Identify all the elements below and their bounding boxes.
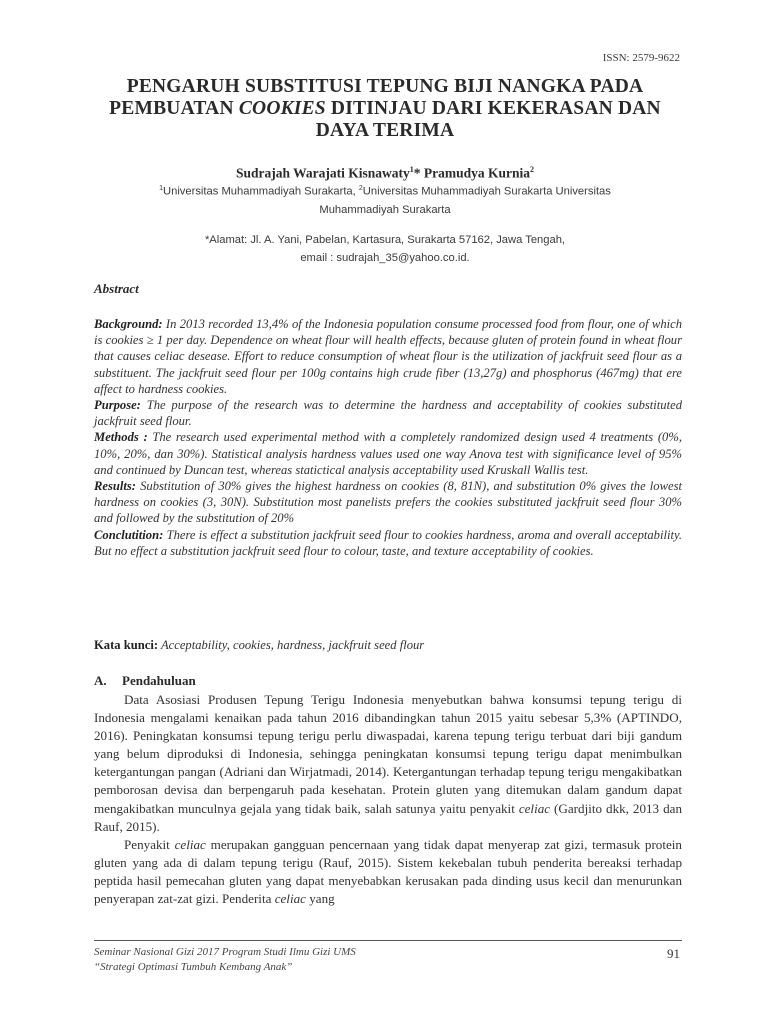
methods-label: Methods : — [94, 430, 148, 445]
results-text: Substitution of 30% gives the highest hardness on cookies (8, 81N), and substitution 0% gives the lowest hardness on cookies (3, 30N). Substitution most panelists prefers the cookies substituted jackfruit seed flour 30% and followed by the substitution of 20% — [94, 479, 682, 526]
keywords-text: Acceptability, cookies, hardness, jackfruit seed flour — [158, 638, 425, 652]
footer-conference — [94, 945, 356, 975]
abstract-results — [94, 478, 682, 527]
abstract-methods — [94, 429, 682, 478]
abstract-body — [94, 316, 682, 559]
address-line: *Alamat: Jl. A. Yani, Pabelan, Kartasura, Surakarta 57162, Jawa Tengah, — [204, 234, 566, 246]
keywords — [94, 638, 682, 653]
footer-line-1: Seminar Nasional Gizi 2017 Program Studi Ilmu Gizi UMS — [94, 946, 356, 958]
keywords-label: Kata kunci: — [94, 638, 159, 652]
title-line-2-italic: COOKIES — [238, 98, 326, 119]
paragraph-2-mid: merupakan gangguan pencernaan yang tidak dapat menyerap zat gizi, termasuk protein gluten yang ada di dalam tepung terigu (Rauf, 2015). Sistem kekebalan tubuh penderita bereaksi terhadap peptida hasil pemecahan gluten yang dapat menyebabkan kerusakan pada dinding usus kecil dan menurunkan penyerapan zat-zat gizi. Penderita — [94, 836, 682, 907]
correspondence-address — [94, 231, 676, 267]
paragraph-1-end: (Gardjito dkk, 2013 dan Rauf, 2015). — [94, 800, 682, 834]
paragraph-1-text: Data Asosiasi Produsen Tepung Terigu Indonesia menyebutkan bahwa konsumsi tepung terigu di Indonesia mengalami kenaikan pada tahun 2016 dibandingkan tahun 2015 yaitu sebesar 5,3% (APTINDO, 2016). Peningkatan konsumsi tepung terigu perlu diwaspadai, karena tepung terigu terbuat dari biji gandum yang belum diproduksi di Indonesia, sehingga peningkatan konsumsi tepung terigu dapat menimbulkan ketergantungan pangan (Adriani dan Wirjatmadi, 2014). Ketergantungan terhadap tepung terigu mengakibatkan pemborosan devisa dan berpengaruh pada kesehatan. Protein gluten yang ditemukan dalam gandum dapat mengakibatkan munculnya gejala yang tidak baik, salah satunya yaitu penyakit — [94, 692, 682, 816]
affil-2: Universitas Muhammadiyah Surakarta Universitas — [362, 185, 611, 198]
author-1-name: Sudrajah Warajati Kisnawaty — [235, 165, 410, 181]
purpose-label: Purpose: — [94, 398, 141, 413]
footer-line-2: “Strategi Optimasi Tumbuh Kembang Anak” — [94, 961, 293, 973]
paragraph-2-start: Penyakit — [124, 836, 175, 852]
page-number: 91 — [667, 946, 680, 961]
affil-1-sup: 1 — [159, 185, 164, 192]
footer-divider — [94, 940, 682, 941]
paragraph-2-italic-2: celiac — [274, 891, 306, 907]
conclusion-label: Conclutition: — [94, 527, 164, 542]
abstract-heading: Abstract — [94, 281, 139, 296]
title-line-1: PENGARUH SUBSTITUSI TEPUNG BIJI NANGKA PADA — [126, 76, 644, 97]
section-heading — [94, 673, 196, 689]
author-2-sup: 2 — [530, 165, 535, 174]
background-label: Background: — [94, 317, 163, 331]
issn-label: ISSN: 2579-9622 — [602, 52, 680, 64]
section-number: A. — [94, 673, 107, 688]
paragraph-2-italic: celiac — [174, 836, 206, 852]
abstract-purpose — [94, 397, 682, 429]
paragraph-2 — [94, 836, 682, 908]
paragraph-1-italic: celiac — [518, 800, 551, 816]
author-1-sup: 1 — [409, 165, 414, 174]
abstract-conclusion — [94, 527, 682, 559]
abstract-background — [94, 316, 682, 397]
methods-text: The research used experimental method with a completely randomized design used 4 treatments (0%, 10%, 20%, dan 30%). Statistical analysis hardness values used one way Anova test with significance level of 95% and continued by Duncan test, whereas statictical analysis acceptability used Kruskall Wallis test. — [94, 430, 682, 477]
paragraph-1 — [94, 691, 682, 836]
title-line-2a: PEMBUATAN — [109, 98, 239, 119]
paper-title — [94, 76, 676, 142]
purpose-text: The purpose of the research was to determine the hardness and acceptability of cookies substituted jackfruit seed flour. — [94, 398, 682, 429]
author-2-name: Pramudya Kurnia — [420, 165, 531, 181]
affil-1: Universitas Muhammadiyah Surakarta, — [163, 185, 359, 198]
affiliations — [94, 180, 676, 219]
body-text — [94, 691, 682, 908]
author-1-mark: * — [413, 165, 421, 181]
section-title: Pendahuluan — [122, 673, 196, 688]
title-line-3: DAYA TERIMA — [315, 120, 455, 141]
background-text: In 2013 recorded 13,4% of the Indonesia population consume processed food from flour, one of which is cookies ≥ 1 per day. Dependence on wheat flour will health effects, because gluten of protein found in wheat flour that causes celiac desease. Effort to reduce consumption of wheat flour is the utilization of jackfruit seed flour as a substituent. The jackfruit seed flour per 100g contains high crude fiber (13,27g) and phosphorus (467mg) that ere affect to hardness cookies. — [94, 317, 682, 396]
affil-2-sup: 2 — [358, 185, 363, 192]
affil-2-cont: Muhammadiyah Surakarta — [319, 203, 451, 216]
conclusion-text: There is effect a substitution jackfruit seed flour to cookies hardness, aroma and overall acceptability. But no effect a substitution jackfruit seed flour to colour, taste, and texture acceptability of cookies. — [94, 527, 682, 558]
paragraph-2-end: yang — [305, 891, 335, 907]
email-line: email : sudrajah_35@yahoo.co.id. — [300, 252, 470, 264]
results-label: Results: — [94, 479, 136, 494]
title-line-2b: DITINJAU DARI KEKERASAN DAN — [325, 98, 661, 119]
